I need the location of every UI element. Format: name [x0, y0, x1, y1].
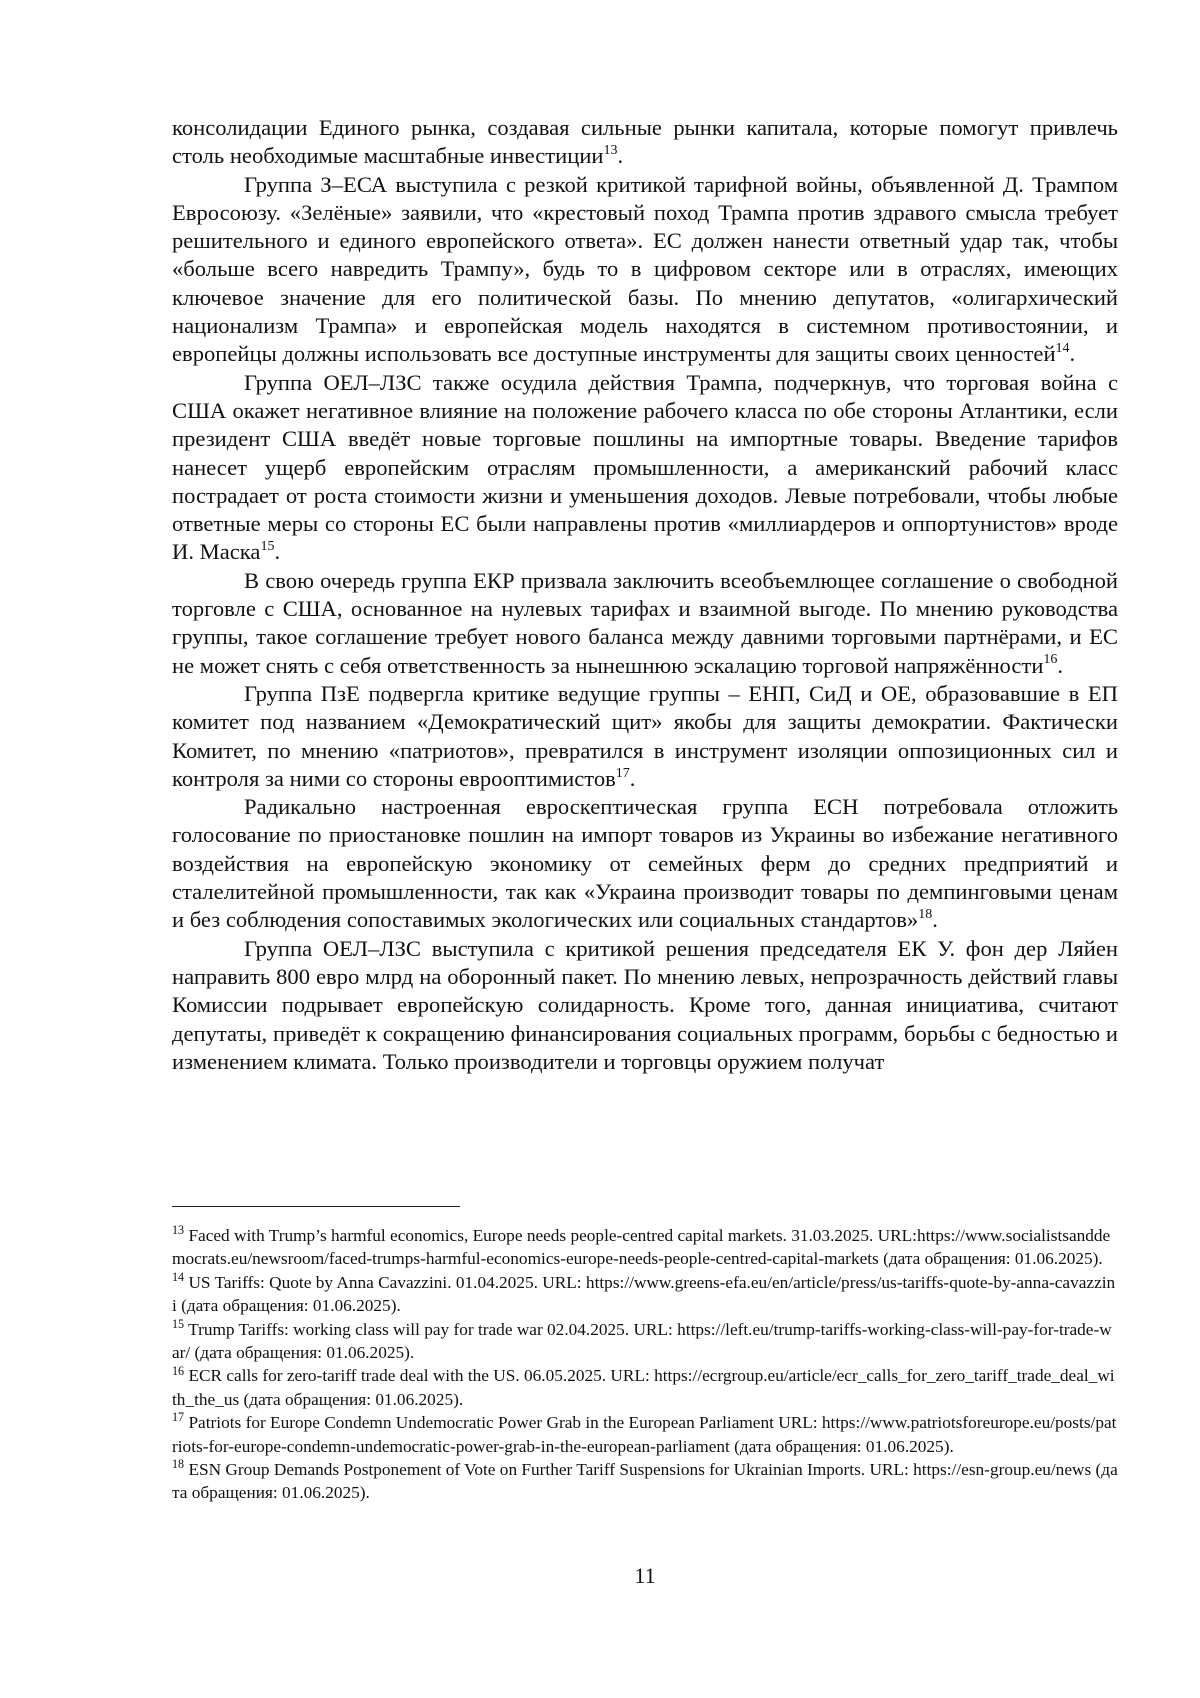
footnote-ref-16[interactable]: 16	[1043, 652, 1058, 668]
footnote-ref-15[interactable]: 15	[260, 539, 275, 555]
paragraph-text: Группа ОЕЛ–ЛЗС выступила с критикой решения председателя ЕК У. фон дер Ляйен направить 800 евро млрд на оборонный пакет. По мнению левых, непрозрачность действий главы Комиссии подрывает европейскую солидарность. Кроме того, данная инициатива, считают депутаты, приведёт к сокращению финансирования социальных программ, борьбы с бедностью и изменением климата. Только производители и торговцы оружием получат	[172, 935, 1118, 1074]
footnote-text: ECR calls for zero-tariff trade deal with the US. 06.05.2025. URL: https://ecrgroup.eu/article/ecr_calls_for_zero_tariff_trade_deal_with_the_us (дата обращения: 01.06.2025).	[172, 1366, 1115, 1409]
document-page	[172, 114, 1118, 1674]
footnote-text: US Tariffs: Quote by Anna Cavazzini. 01.04.2025. URL: https://www.greens-efa.eu/en/article/press/us-tariffs-quote-by-anna-cavazzini (дата обращения: 01.06.2025).	[172, 1272, 1116, 1316]
footnote-number: 14	[172, 1270, 185, 1285]
paragraph-5: Группа ПзЕ подвергла критике ведущие группы – ЕНП, СиД и ОЕ, образовавшие в ЕП комитет под названием «Демократический щит» якобы для защиты демократии. Фактически Комитет, по мнению «патриотов», превратился в инструмент изоляции оппозиционных сил и контроля за ними со стороны еврооптимистов$^{17}$.	[172, 680, 1118, 791]
body-text	[172, 114, 1118, 1076]
paragraph-1: консолидации Единого рынка, создавая сильные рынки капитала, которые помогут привлечь столь необходимые масштабные инвестиции$^{13}$.	[172, 115, 1118, 169]
footnote-ref-14[interactable]: 14	[1055, 341, 1070, 357]
footnote-text: Trump Tariffs: working class will pay for trade war 02.04.2025. URL: https://left.eu/trump-tariffs-working-class-will-pay-for-trade-war/ (дата обращения: 01.06.2025).	[172, 1319, 1112, 1363]
footnote-number: 18	[172, 1457, 185, 1472]
footnote-ref-18[interactable]: 18	[918, 907, 933, 923]
footnote-ref-17[interactable]: 17	[615, 765, 630, 781]
paragraph-7	[172, 935, 1118, 1076]
paragraph-text: Группа ПзЕ подвергла критике ведущие группы – ЕНП, СиД и ОЕ, образовавшие в ЕП комитет под названием «Демократический щит» якобы для защиты демократии. Фактически Комитет, по мнению «патриотов», превратился в инструмент изоляции оппозиционных сил и контроля за ними со стороны еврооптимистов	[172, 680, 1118, 791]
footnote-number: 16	[172, 1363, 185, 1378]
footnote-ref-13[interactable]: 13	[603, 143, 618, 159]
footnote-number: 17	[172, 1410, 185, 1425]
paragraph-text: Группа ОЕЛ–ЛЗС также осудила действия Трампа, подчеркнув, что торговая война с США окажет негативное влияние на положение рабочего класса по обе стороны Атлантики, если президент США введёт новые торговые пошлины на импортные товары. Введение тарифов нанесет ущерб европейским отраслям промышленности, а американский рабочий класс пострадает от роста стоимости жизни и уменьшения доходов. Левые потребовали, чтобы любые ответные меры со стороны ЕС были направлены против «миллиардеров и оппортунистов» вроде И. Маска	[172, 369, 1118, 565]
paragraph-6: Радикально настроенная евроскептическая группа ЕСН потребовала отложить голосование по приостановке пошлин на импорт товаров из Украины во избежание негативного воздействия на европейскую экономику от семейных ферм до средних предприятий и сталелитейной промышленности, так как «Украина производит товары по демпинговыми ценам и без соблюдения сопоставимых экологических или социальных стандартов»$^{18}$.	[172, 794, 1118, 933]
footnote-text: ESN Group Demands Postponement of Vote on Further Tariff Suspensions for Ukrainian Imports. URL: https://esn-group.eu/news (дата обращения: 01.06.2025).	[172, 1460, 1118, 1503]
footnote-13	[172, 1224, 1118, 1271]
footnote-text: Patriots for Europe Condemn Undemocratic Power Grab in the European Parliament URL: https://www.patriotsforeurope.eu/posts/patriots-for-europe-condemn-undemocratic-power-grab-in-the-european-parliament (дата обращения: 01.06.2025).	[172, 1413, 1117, 1456]
footnote-17	[172, 1411, 1118, 1458]
footnote-number: 13	[172, 1223, 185, 1238]
paragraph-text: консолидации Единого рынка, создавая сильные рынки капитала, которые помогут привлечь столь необходимые масштабные инвестиции	[172, 115, 1118, 169]
footnote-separator	[172, 1206, 460, 1207]
footnote-16	[172, 1364, 1118, 1411]
footnotes	[172, 1224, 1118, 1505]
footnote-text: Faced with Trump’s harmful economics, Europe needs people-centred capital markets. 31.03.2025. URL:https://www.socialistsanddemocrats.eu/newsroom/faced-trumps-harmful-economics-europe-needs-people-centred-capital-markets (дата обращения: 01.06.2025).	[172, 1226, 1111, 1269]
paragraph-text: Радикально настроенная евроскептическая группа ЕСН потребовала отложить голосование по приостановке пошлин на импорт товаров из Украины во избежание негативного воздействия на европейскую экономику от семейных ферм до средних предприятий и сталелитейной промышленности, так как «Украина производит товары по демпинговыми ценам и без соблюдения сопоставимых экологических или социальных стандартов»	[172, 794, 1118, 933]
footnote-15	[172, 1318, 1118, 1365]
footnote-18	[172, 1458, 1118, 1505]
footnote-number: 15	[172, 1316, 185, 1331]
paragraph-4: В свою очередь группа ЕКР призвала заключить всеобъемлющее соглашение о свободной торговле с США, основанное на нулевых тарифах и взаимной выгоде. По мнению руководства группы, такое соглашение требует нового баланса между давними торговыми партнёрами, и ЕС не может снять с себя ответственность за нынешнюю эскалацию торговой напряжённости$^{16}$.	[172, 567, 1118, 678]
paragraph-3: Группа ОЕЛ–ЛЗС также осудила действия Трампа, подчеркнув, что торговая война с США окажет негативное влияние на положение рабочего класса по обе стороны Атлантики, если президент США введёт новые торговые пошлины на импортные товары. Введение тарифов нанесет ущерб европейским отраслям промышленности, а американский рабочий класс пострадает от роста стоимости жизни и уменьшения доходов. Левые потребовали, чтобы любые ответные меры со стороны ЕС были направлены против «миллиардеров и оппортунистов» вроде И. Маска$^{15}$.	[172, 369, 1118, 565]
page-number: 11	[634, 1563, 656, 1588]
footnote-14	[172, 1271, 1118, 1318]
paragraph-2: Группа З–ЕСА выступила с резкой критикой тарифной войны, объявленной Д. Трампом Евросоюзу. «Зелёные» заявили, что «крестовый поход Трампа против здравого смысла требует решительного и единого европейского ответа». ЕС должен нанести ответный удар так, чтобы «больше всего навредить Трампу», будь то в цифровом секторе или в отраслях, имеющих ключевое значение для его политической базы. По мнению депутатов, «олигархический национализм Трампа» и европейская модель находятся в системном противостоянии, и европейцы должны использовать все доступные инструменты для защиты своих ценностей$^{14}$.	[172, 171, 1118, 367]
paragraph-text: В свою очередь группа ЕКР призвала заключить всеобъемлющее соглашение о свободной торговле с США, основанное на нулевых тарифах и взаимной выгоде. По мнению руководства группы, такое соглашение требует нового баланса между давними торговыми партнёрами, и ЕС не может снять с себя ответственность за нынешнюю эскалацию торговой напряжённости	[172, 567, 1118, 678]
paragraph-text: Группа З–ЕСА выступила с резкой критикой тарифной войны, объявленной Д. Трампом Евросоюзу. «Зелёные» заявили, что «крестовый поход Трампа против здравого смысла требует решительного и единого европейского ответа». ЕС должен нанести ответный удар так, чтобы «больше всего навредить Трампу», будь то в цифровом секторе или в отраслях, имеющих ключевое значение для его политической базы. По мнению депутатов, «олигархический национализм Трампа» и европейская модель находятся в системном противостоянии, и европейцы должны использовать все доступные инструменты для защиты своих ценностей	[172, 171, 1118, 367]
